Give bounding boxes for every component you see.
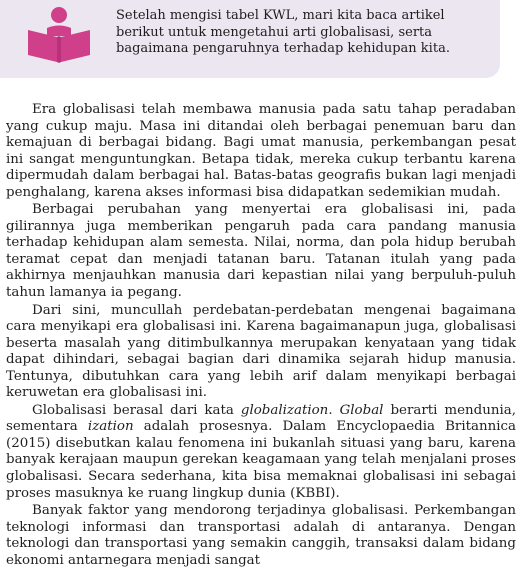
article-body [6,102,516,569]
article-paragraph: Dari sini, muncullah perdebatan-perdebatan mengenai bagaimana cara menyikapi era globalisasi ini. Karena bagaimanapun juga, globalisasi beserta masalah yang ditimbulkannya merupakan kenyataan yang tidak dapat dihindari, sebagai bagian dari dinamika sejarah hidup manusia. Tentunya, dibutuhkan cara yang lebih arif dalam menyikapi berbagai keruwetan era globalisasi ini. [6,302,516,401]
article-paragraph: Berbagai perubahan yang menyertai era globalisasi ini, pada gilirannya juga memberikan pengaruh pada cara pandang manusia terhadap kehidupan alam semesta. Nilai, norma, dan pola hidup berubah teramat cepat dan menjadi tatanan baru. Tatanan itulah yang pada akhirnya menjauhkan manusia dari kepastian nilai yang berpuluh-puluh tahun lamanya ia pegang. [6,202,516,301]
article-paragraph: Era globalisasi telah membawa manusia pada satu tahap peradaban yang cukup maju. Masa ini ditandai oleh berbagai penemuan baru dan kemajuan di berbagai bidang. Bagi umat manusia, perkembangan pesat ini sangat menguntungkan. Betapa tidak, mereka cukup terbantu karena dipermudah dalam berbagai hal. Batas-batas geografis bukan lagi menjadi penghalang, karena akses informasi bisa didapatkan sedemikian mudah. [6,102,516,200]
italic-term: Global [339,402,384,418]
article-paragraph: Banyak faktor yang mendorong terjadinya globalisasi. Perkembangan teknologi informasi dan transportasi adalah di antaranya. Dengan teknologi dan transportasi yang semakin canggih, transaksi dalam bidang ekonomi antarnegara menjadi sangat [6,503,516,568]
text-run: berarti mendunia, sementara [6,402,516,435]
text-run: . [328,402,340,418]
instruction-box [0,0,500,78]
italic-term: ization [87,419,134,435]
article-paragraph [6,403,516,502]
person-reading-icon [20,6,98,64]
instruction-text: Setelah mengisi tabel KWL, mari kita baca artikel berikut untuk mengetahui arti globalisasi, serta bagaimana pengaruhnya terhadap kehidupan kita. [116,8,450,56]
italic-term: globalization [240,402,329,418]
text-run: Globalisasi berasal dari kata [32,402,241,418]
text-run: adalah prosesnya. Dalam Encyclopaedia Britannica (2015) disebutkan kalau fenomena ini bukanlah situasi yang baru, karena banyak kerajaan maupun gerekan keagamaan yang telah menjalani proses globalisasi. Secara sederhana, kita bisa memaknai globalisasi ini sebagai proses masuknya ke ruang lingkup dunia (KBBI). [6,419,516,501]
